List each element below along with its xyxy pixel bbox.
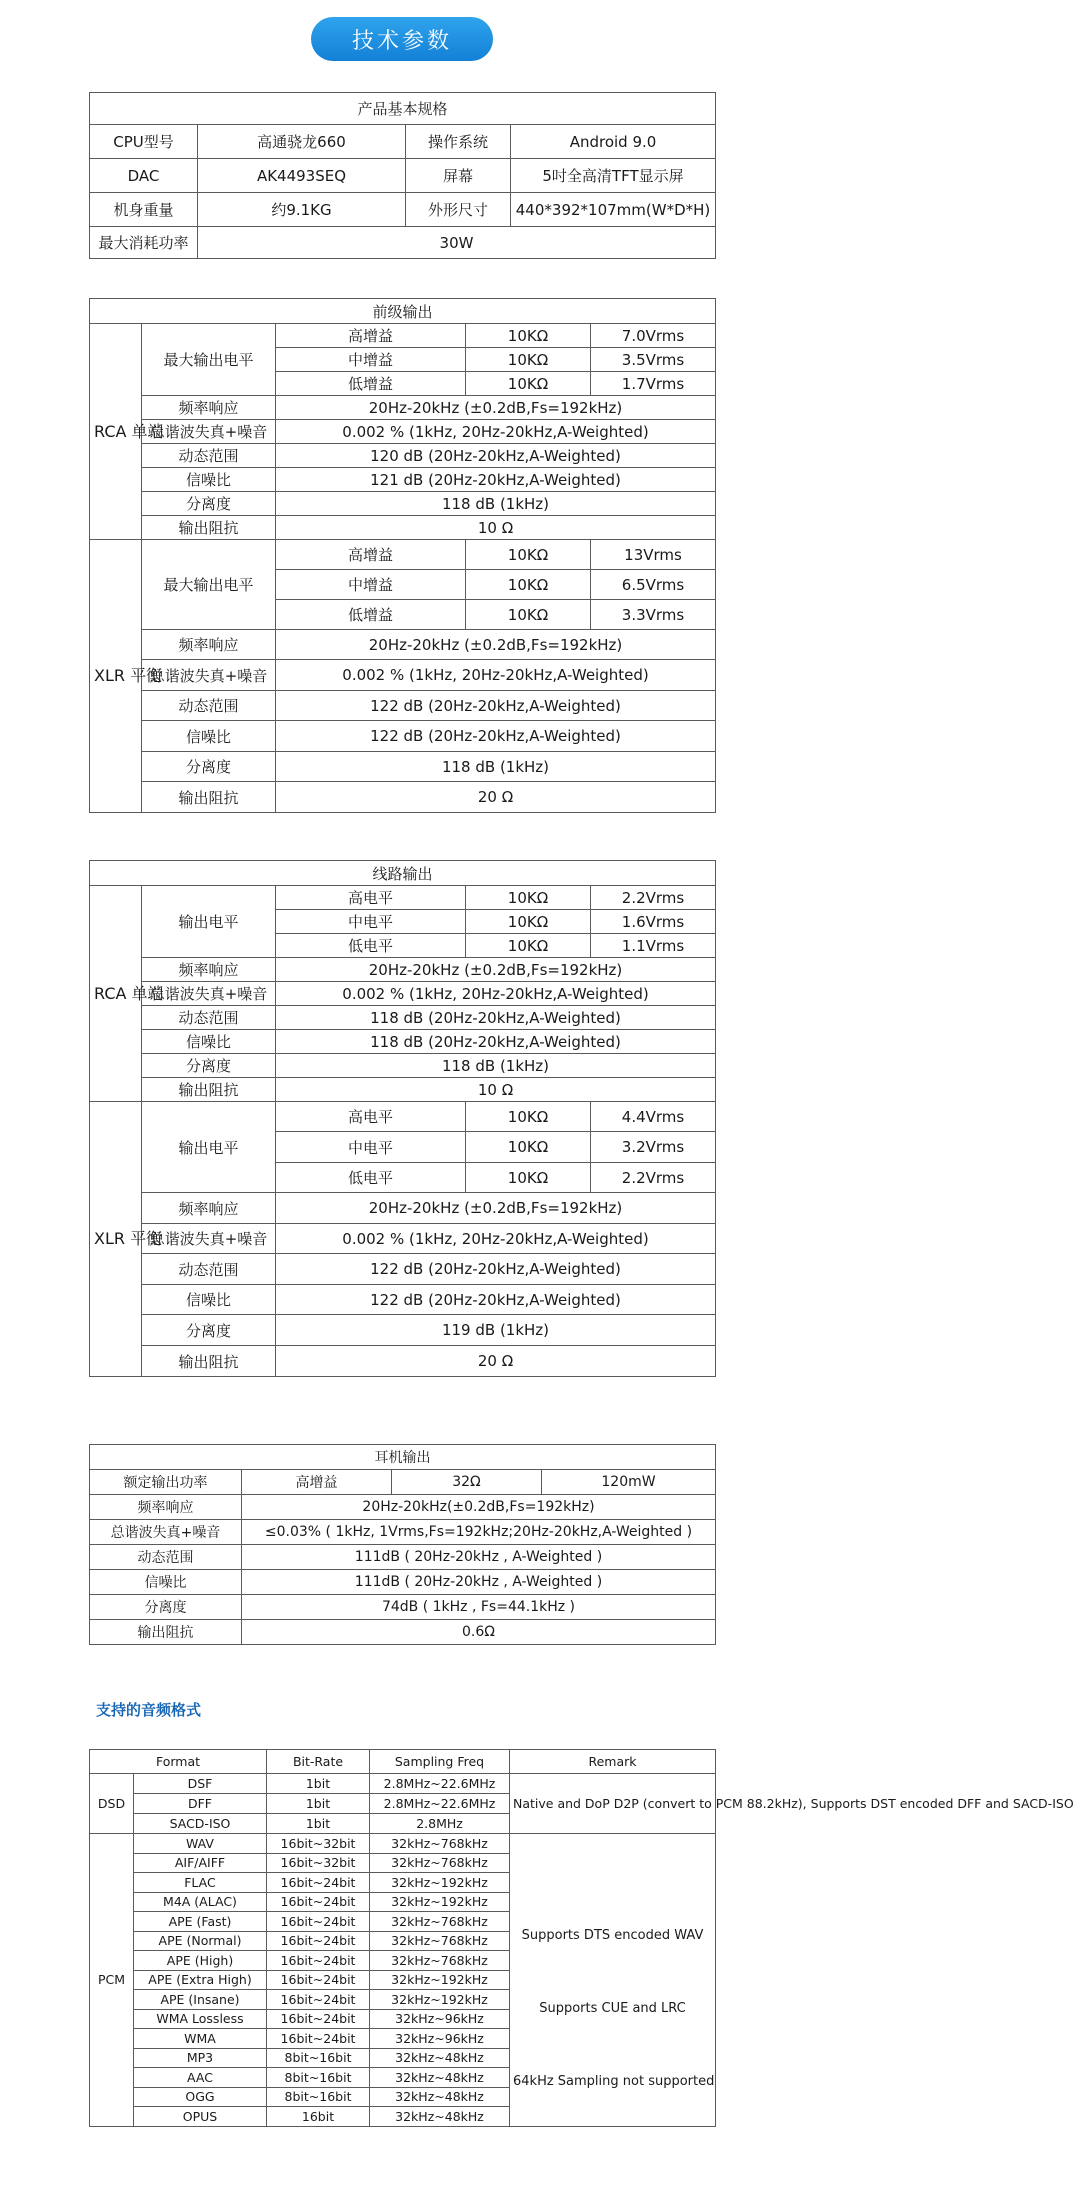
spec-value: 20Hz-20kHz (±0.2dB,Fs=192kHz) (276, 630, 716, 660)
spec-key: 信噪比 (90, 1570, 242, 1595)
sampling-freq: 32kHz~96kHz (370, 2029, 510, 2049)
table-row (90, 1545, 716, 1570)
spec-key: 最大消耗功率 (90, 227, 198, 259)
spec-key: 输出阻抗 (90, 1620, 242, 1645)
bit-rate: 16bit~24bit (267, 1873, 370, 1893)
format-name: M4A (ALAC) (134, 1892, 267, 1912)
spec-value: ≤0.03% ( 1kHz, 1Vrms,Fs=192kHz;20Hz-20kHz,A-Weighted ) (242, 1520, 716, 1545)
table-row (90, 227, 716, 259)
table-row (90, 630, 716, 660)
impedance: 10KΩ (466, 886, 591, 910)
format-name: APE (Insane) (134, 1990, 267, 2010)
spec-value: 74dB ( 1kHz , Fs=44.1kHz ) (242, 1595, 716, 1620)
spec-key: 总谐波失真+噪音 (90, 1520, 242, 1545)
pre-out-table (89, 298, 716, 813)
spec-value: 高通骁龙660 (198, 125, 406, 159)
bit-rate: 1bit (267, 1774, 370, 1794)
level-value: 3.3Vrms (591, 600, 716, 630)
table-title: 耳机输出 (90, 1445, 716, 1470)
spec-value: 10 Ω (276, 516, 716, 540)
bit-rate: 8bit~16bit (267, 2048, 370, 2068)
format-name: WMA (134, 2029, 267, 2049)
spec-value: 10 Ω (276, 1078, 716, 1102)
table-row (90, 1774, 716, 1794)
spec-value: 118 dB (1kHz) (276, 1054, 716, 1078)
spec-key: DAC (90, 159, 198, 193)
gain-name: 高增益 (276, 540, 466, 570)
level-value: 13Vrms (591, 540, 716, 570)
spec-value: 118 dB (1kHz) (276, 752, 716, 782)
sampling-freq: 32kHz~768kHz (370, 1951, 510, 1971)
spec-key: 信噪比 (142, 1030, 276, 1054)
gain-name: 低增益 (276, 600, 466, 630)
bit-rate: 1bit (267, 1794, 370, 1814)
spec-key: 操作系统 (406, 125, 511, 159)
level-value: 2.2Vrms (591, 886, 716, 910)
group-label-xlr: XLR 平衡 (90, 1102, 142, 1377)
spec-value: 20Hz-20kHz (±0.2dB,Fs=192kHz) (276, 958, 716, 982)
level-label: 输出电平 (142, 1102, 276, 1193)
bit-rate: 16bit~24bit (267, 1990, 370, 2010)
table-row (90, 324, 716, 348)
spec-key: 总谐波失真+噪音 (142, 982, 276, 1006)
table-row (90, 1224, 716, 1254)
level-value: 1.7Vrms (591, 372, 716, 396)
level-label: 最大输出电平 (142, 324, 276, 396)
table-row (90, 1470, 716, 1495)
spec-key: 动态范围 (142, 691, 276, 721)
spec-value: 20 Ω (276, 782, 716, 813)
sampling-freq: 32kHz~48kHz (370, 2107, 510, 2127)
impedance: 10KΩ (466, 934, 591, 958)
basic-spec-table (89, 92, 716, 259)
gain-name: 中增益 (276, 570, 466, 600)
impedance: 32Ω (392, 1470, 542, 1495)
pcm-remark: Supports CUE and LRC (539, 2000, 686, 2016)
spec-key: 信噪比 (142, 721, 276, 752)
impedance: 10KΩ (466, 540, 591, 570)
table-row (90, 1285, 716, 1315)
spec-value: 120 dB (20Hz-20kHz,A-Weighted) (276, 444, 716, 468)
table-row (90, 886, 716, 910)
bit-rate: 16bit~24bit (267, 1892, 370, 1912)
table-row (90, 468, 716, 492)
bit-rate: 8bit~16bit (267, 2068, 370, 2088)
bit-rate: 16bit~24bit (267, 1931, 370, 1951)
bit-rate: 16bit~32bit (267, 1853, 370, 1873)
table-row (90, 958, 716, 982)
impedance: 10KΩ (466, 348, 591, 372)
format-name: OPUS (134, 2107, 267, 2127)
sampling-freq: 32kHz~768kHz (370, 1931, 510, 1951)
format-name: APE (Fast) (134, 1912, 267, 1932)
spec-value: 122 dB (20Hz-20kHz,A-Weighted) (276, 1285, 716, 1315)
spec-value: AK4493SEQ (198, 159, 406, 193)
sampling-freq: 32kHz~48kHz (370, 2087, 510, 2107)
format-name: SACD-ISO (134, 1814, 267, 1834)
header-freq: Sampling Freq (370, 1750, 510, 1774)
spec-value: 0.002 % (1kHz, 20Hz-20kHz,A-Weighted) (276, 660, 716, 691)
level-value: 1.6Vrms (591, 910, 716, 934)
table-row (90, 420, 716, 444)
spec-key: 分离度 (142, 1054, 276, 1078)
table-title: 前级输出 (90, 299, 716, 324)
gain-name: 中电平 (276, 1132, 466, 1163)
spec-value: 0.002 % (1kHz, 20Hz-20kHz,A-Weighted) (276, 420, 716, 444)
table-title: 产品基本规格 (90, 93, 716, 125)
gain-name: 高增益 (242, 1470, 392, 1495)
impedance: 10KΩ (466, 324, 591, 348)
spec-key: 动态范围 (142, 444, 276, 468)
table-row (90, 660, 716, 691)
sampling-freq: 32kHz~192kHz (370, 1892, 510, 1912)
spec-key: 输出阻抗 (142, 782, 276, 813)
table-row (90, 1570, 716, 1595)
bit-rate: 16bit~24bit (267, 2029, 370, 2049)
headphone-out-table (89, 1444, 716, 1645)
table-row (90, 492, 716, 516)
line-out-table (89, 860, 716, 1377)
spec-value: 约9.1KG (198, 193, 406, 227)
gain-name: 高电平 (276, 886, 466, 910)
table-row (90, 1006, 716, 1030)
spec-value: 121 dB (20Hz-20kHz,A-Weighted) (276, 468, 716, 492)
format-name: APE (Normal) (134, 1931, 267, 1951)
spec-value: Android 9.0 (511, 125, 716, 159)
gain-name: 低增益 (276, 372, 466, 396)
spec-value: 0.002 % (1kHz, 20Hz-20kHz,A-Weighted) (276, 982, 716, 1006)
spec-key: 频率响应 (90, 1495, 242, 1520)
impedance: 10KΩ (466, 1132, 591, 1163)
table-row (90, 1054, 716, 1078)
impedance: 10KΩ (466, 372, 591, 396)
spec-value: 440*392*107mm(W*D*H) (511, 193, 716, 227)
format-name: FLAC (134, 1873, 267, 1893)
spec-key: CPU型号 (90, 125, 198, 159)
spec-key: 分离度 (142, 1315, 276, 1346)
sampling-freq: 32kHz~192kHz (370, 1990, 510, 2010)
level-value: 1.1Vrms (591, 934, 716, 958)
table-row (90, 1346, 716, 1377)
spec-key: 分离度 (142, 492, 276, 516)
spec-value: 122 dB (20Hz-20kHz,A-Weighted) (276, 1254, 716, 1285)
spec-value: 118 dB (20Hz-20kHz,A-Weighted) (276, 1006, 716, 1030)
table-row (90, 1254, 716, 1285)
table-row (90, 1193, 716, 1224)
spec-key: 输出阻抗 (142, 516, 276, 540)
table-row (90, 125, 716, 159)
format-name: WAV (134, 1834, 267, 1854)
spec-value: 122 dB (20Hz-20kHz,A-Weighted) (276, 691, 716, 721)
gain-name: 低电平 (276, 934, 466, 958)
spec-value: 20Hz-20kHz(±0.2dB,Fs=192kHz) (242, 1495, 716, 1520)
format-name: AIF/AIFF (134, 1853, 267, 1873)
table-row (90, 1030, 716, 1054)
table-row (90, 1520, 716, 1545)
sampling-freq: 32kHz~48kHz (370, 2048, 510, 2068)
spec-value: 20Hz-20kHz (±0.2dB,Fs=192kHz) (276, 396, 716, 420)
bit-rate: 8bit~16bit (267, 2087, 370, 2107)
table-row (90, 1620, 716, 1645)
bit-rate: 16bit~24bit (267, 1951, 370, 1971)
bit-rate: 16bit (267, 2107, 370, 2127)
spec-value: 0.002 % (1kHz, 20Hz-20kHz,A-Weighted) (276, 1224, 716, 1254)
level-value: 6.5Vrms (591, 570, 716, 600)
gain-name: 低电平 (276, 1163, 466, 1193)
impedance: 10KΩ (466, 600, 591, 630)
format-name: DSF (134, 1774, 267, 1794)
table-row (90, 516, 716, 540)
spec-key: 信噪比 (142, 1285, 276, 1315)
gain-name: 中增益 (276, 348, 466, 372)
format-name: OGG (134, 2087, 267, 2107)
spec-key: 机身重量 (90, 193, 198, 227)
sampling-freq: 32kHz~768kHz (370, 1912, 510, 1932)
power-value: 120mW (542, 1470, 716, 1495)
page-title: 技术参数 (311, 17, 493, 61)
level-value: 4.4Vrms (591, 1102, 716, 1132)
format-name: APE (Extra High) (134, 1970, 267, 1990)
sampling-freq: 32kHz~192kHz (370, 1873, 510, 1893)
spec-key: 输出阻抗 (142, 1346, 276, 1377)
spec-key: 频率响应 (142, 958, 276, 982)
group-label-xlr: XLR 平衡 (90, 540, 142, 813)
pcm-remarks (510, 1834, 716, 2127)
bit-rate: 16bit~24bit (267, 1970, 370, 1990)
spec-value: 118 dB (20Hz-20kHz,A-Weighted) (276, 1030, 716, 1054)
group-label-rca: RCA 单端 (90, 324, 142, 540)
table-row (90, 1078, 716, 1102)
impedance: 10KΩ (466, 910, 591, 934)
group-label-pcm: PCM (90, 1834, 134, 2127)
table-title: 线路输出 (90, 861, 716, 886)
sampling-freq: 32kHz~96kHz (370, 2009, 510, 2029)
spec-key: 额定输出功率 (90, 1470, 242, 1495)
format-name: DFF (134, 1794, 267, 1814)
bit-rate: 16bit~24bit (267, 1912, 370, 1932)
header-bitrate: Bit-Rate (267, 1750, 370, 1774)
table-row (90, 1595, 716, 1620)
impedance: 10KΩ (466, 1102, 591, 1132)
level-value: 2.2Vrms (591, 1163, 716, 1193)
format-name: APE (High) (134, 1951, 267, 1971)
section-heading-formats: 支持的音频格式 (96, 1701, 202, 1719)
table-row (90, 691, 716, 721)
pcm-remark: Supports DTS encoded WAV (521, 1927, 704, 1943)
group-label-rca: RCA 单端 (90, 886, 142, 1102)
sampling-freq: 32kHz~768kHz (370, 1853, 510, 1873)
dsd-remark: Native and DoP D2P (convert to PCM 88.2kHz), Supports DST encoded DFF and SACD-ISO (510, 1774, 716, 1834)
table-row (90, 540, 716, 570)
table-row (90, 982, 716, 1006)
table-row (90, 1834, 716, 1854)
gain-name: 中电平 (276, 910, 466, 934)
table-row (90, 782, 716, 813)
impedance: 10KΩ (466, 570, 591, 600)
level-value: 3.2Vrms (591, 1132, 716, 1163)
spec-value: 5吋全高清TFT显示屏 (511, 159, 716, 193)
spec-key: 外形尺寸 (406, 193, 511, 227)
sampling-freq: 2.8MHz (370, 1814, 510, 1834)
sampling-freq: 32kHz~192kHz (370, 1970, 510, 1990)
spec-key: 频率响应 (142, 1193, 276, 1224)
pcm-remark: 64kHz Sampling not supported (513, 2073, 715, 2089)
header-format: Format (90, 1750, 267, 1774)
spec-value: 122 dB (20Hz-20kHz,A-Weighted) (276, 721, 716, 752)
table-row (90, 1315, 716, 1346)
spec-value: 20 Ω (276, 1346, 716, 1377)
spec-value: 119 dB (1kHz) (276, 1315, 716, 1346)
spec-value: 30W (198, 227, 716, 259)
spec-key: 频率响应 (142, 396, 276, 420)
table-row (90, 721, 716, 752)
sampling-freq: 32kHz~48kHz (370, 2068, 510, 2088)
spec-value: 0.6Ω (242, 1620, 716, 1645)
table-row (90, 444, 716, 468)
sampling-freq: 32kHz~768kHz (370, 1834, 510, 1854)
gain-name: 高增益 (276, 324, 466, 348)
bit-rate: 1bit (267, 1814, 370, 1834)
spec-key: 动态范围 (90, 1545, 242, 1570)
format-name: MP3 (134, 2048, 267, 2068)
spec-key: 信噪比 (142, 468, 276, 492)
table-header-row (90, 1750, 716, 1774)
spec-key: 分离度 (142, 752, 276, 782)
spec-key: 屏幕 (406, 159, 511, 193)
sampling-freq: 2.8MHz~22.6MHz (370, 1774, 510, 1794)
spec-key: 动态范围 (142, 1254, 276, 1285)
table-row (90, 1495, 716, 1520)
format-name: WMA Lossless (134, 2009, 267, 2029)
sampling-freq: 2.8MHz~22.6MHz (370, 1794, 510, 1814)
audio-format-table (89, 1749, 1074, 2127)
spec-value: 20Hz-20kHz (±0.2dB,Fs=192kHz) (276, 1193, 716, 1224)
spec-key: 分离度 (90, 1595, 242, 1620)
level-value: 3.5Vrms (591, 348, 716, 372)
header-remark: Remark (510, 1750, 716, 1774)
spec-key: 总谐波失真+噪音 (142, 660, 276, 691)
bit-rate: 16bit~32bit (267, 1834, 370, 1854)
spec-key: 总谐波失真+噪音 (142, 420, 276, 444)
spec-key: 频率响应 (142, 630, 276, 660)
table-row (90, 752, 716, 782)
spec-key: 输出阻抗 (142, 1078, 276, 1102)
spec-value: 111dB ( 20Hz-20kHz , A-Weighted ) (242, 1570, 716, 1595)
level-label: 最大输出电平 (142, 540, 276, 630)
group-label-dsd: DSD (90, 1774, 134, 1834)
impedance: 10KΩ (466, 1163, 591, 1193)
spec-key: 总谐波失真+噪音 (142, 1224, 276, 1254)
table-row (90, 1102, 716, 1132)
table-row (90, 193, 716, 227)
spec-value: 111dB ( 20Hz-20kHz , A-Weighted ) (242, 1545, 716, 1570)
spec-key: 动态范围 (142, 1006, 276, 1030)
level-value: 7.0Vrms (591, 324, 716, 348)
format-name: AAC (134, 2068, 267, 2088)
bit-rate: 16bit~24bit (267, 2009, 370, 2029)
table-row (90, 396, 716, 420)
table-row (90, 159, 716, 193)
gain-name: 高电平 (276, 1102, 466, 1132)
level-label: 输出电平 (142, 886, 276, 958)
spec-value: 118 dB (1kHz) (276, 492, 716, 516)
